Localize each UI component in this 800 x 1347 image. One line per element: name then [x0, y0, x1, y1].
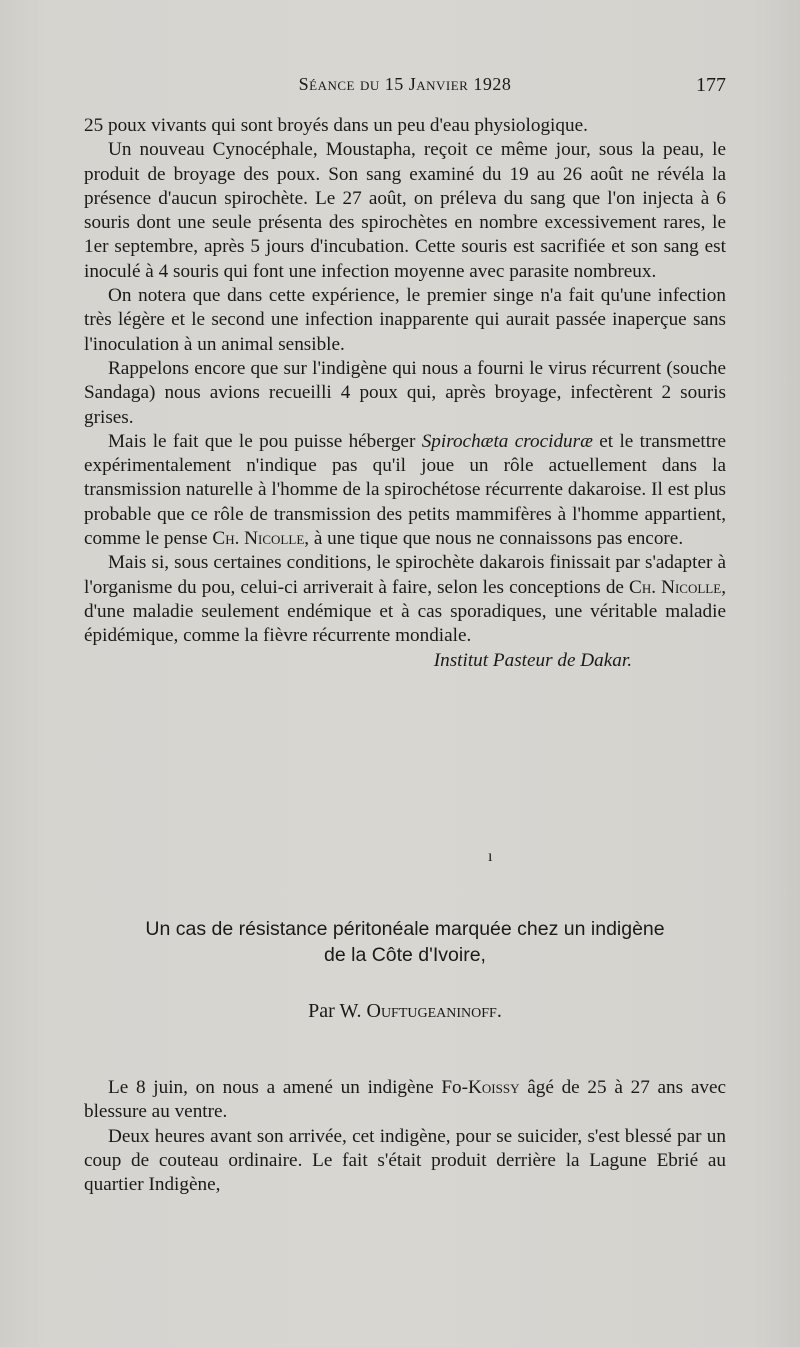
- continued-article-text: [84, 114, 726, 673]
- species-name: Spirochæta crociduræ: [421, 430, 593, 452]
- text-run: âgé de 25 à 27 ans avec blessure au ventre.: [84, 1077, 726, 1123]
- author-name: Ch. Nicolle: [212, 528, 305, 550]
- byline-prefix: Par W.: [308, 1000, 367, 1022]
- paragraph: On notera que dans cette expérience, le premier singe n'a fait qu'une infection très légère et le second une infection inapparente qui aurait passée inaperçue sans l'inoculation à un animal sensible.: [84, 285, 726, 355]
- running-header: [84, 74, 726, 102]
- page-number: 177: [696, 74, 726, 96]
- paragraph: [84, 551, 726, 648]
- paragraph: Rappelons encore que sur l'indigène qui nous a fourni le virus récurrent (souche Sandaga) nous avions recueilli 4 poux qui, après broyage, infectèrent 2 souris grises.: [84, 357, 726, 428]
- institution-signature: Institut Pasteur de Dakar.: [433, 649, 632, 671]
- article-title: [84, 916, 726, 968]
- text-run: Mais le fait que le pou puisse héberger: [108, 430, 422, 452]
- paragraph: Deux heures avant son arrivée, cet indigène, pour se suicider, s'est blessé par un coup de couteau ordinaire. Le fait s'était produit derrière la Lagune Ebrié au quartier Indigène,: [84, 1125, 726, 1196]
- running-title: Séance du 15 Janvier 1928: [298, 74, 512, 94]
- text-run: Le 8 juin, on nous a amené un indigène Fo-: [108, 1077, 469, 1098]
- paragraph: 25 poux vivants qui sont broyés dans un peu d'eau physiologique.: [84, 115, 588, 136]
- paragraph: [84, 430, 726, 551]
- section-ornament: ı: [488, 848, 493, 865]
- author-name: Ch. Nicolle: [629, 576, 722, 598]
- text-run: , à une tique que nous ne connaissons pas encore.: [304, 528, 684, 550]
- paragraph: Un nouveau Cynocéphale, Moustapha, reçoit ce même jour, sous la peau, le produit de broyage des poux. Son sang examiné du 19 au 26 août ne révéla la présence d'aucun spirochète. Le 27 août, on préleva du sang que l'on injecta à 6 souris dont une seule présenta des spirochètes en nombre excessivement rares, le 1er septembre, après 5 jours d'incubation. Cette souris est sacrifiée et son sang est inoculé à 4 souris qui font une infection moyenne avec parasite nombreux.: [84, 139, 726, 282]
- text-run: et le transmettre expérimentalement n'indique pas qu'il joue un rôle actuellement dans la transmission naturelle à l'homme de la spirochétose récurrente dakaroise. Il est plus probable que ce rôle de transmission des petits mammifères à l'homme appartient, comme le pense: [84, 430, 726, 550]
- title-line: Un cas de résistance péritonéale marquée chez un indigène: [145, 918, 665, 940]
- text-run: , d'une maladie seulement endémique et à cas sporadiques, une véritable maladie épidémique, comme la fièvre récurrente mondiale.: [84, 576, 726, 647]
- paragraph: [84, 1076, 726, 1125]
- article-byline: [84, 1000, 726, 1023]
- byline-author: Ouftugeaninoff.: [366, 1000, 502, 1022]
- article-body: [84, 1076, 726, 1197]
- text-run: Mais si, sous certaines conditions, le spirochète dakarois finissait par s'adapter à l'organisme du pou, celui-ci arriverait à faire, selon les conceptions de: [84, 552, 726, 598]
- title-line: de la Côte d'Ivoire,: [324, 944, 486, 966]
- person-name: Koissy: [468, 1077, 520, 1098]
